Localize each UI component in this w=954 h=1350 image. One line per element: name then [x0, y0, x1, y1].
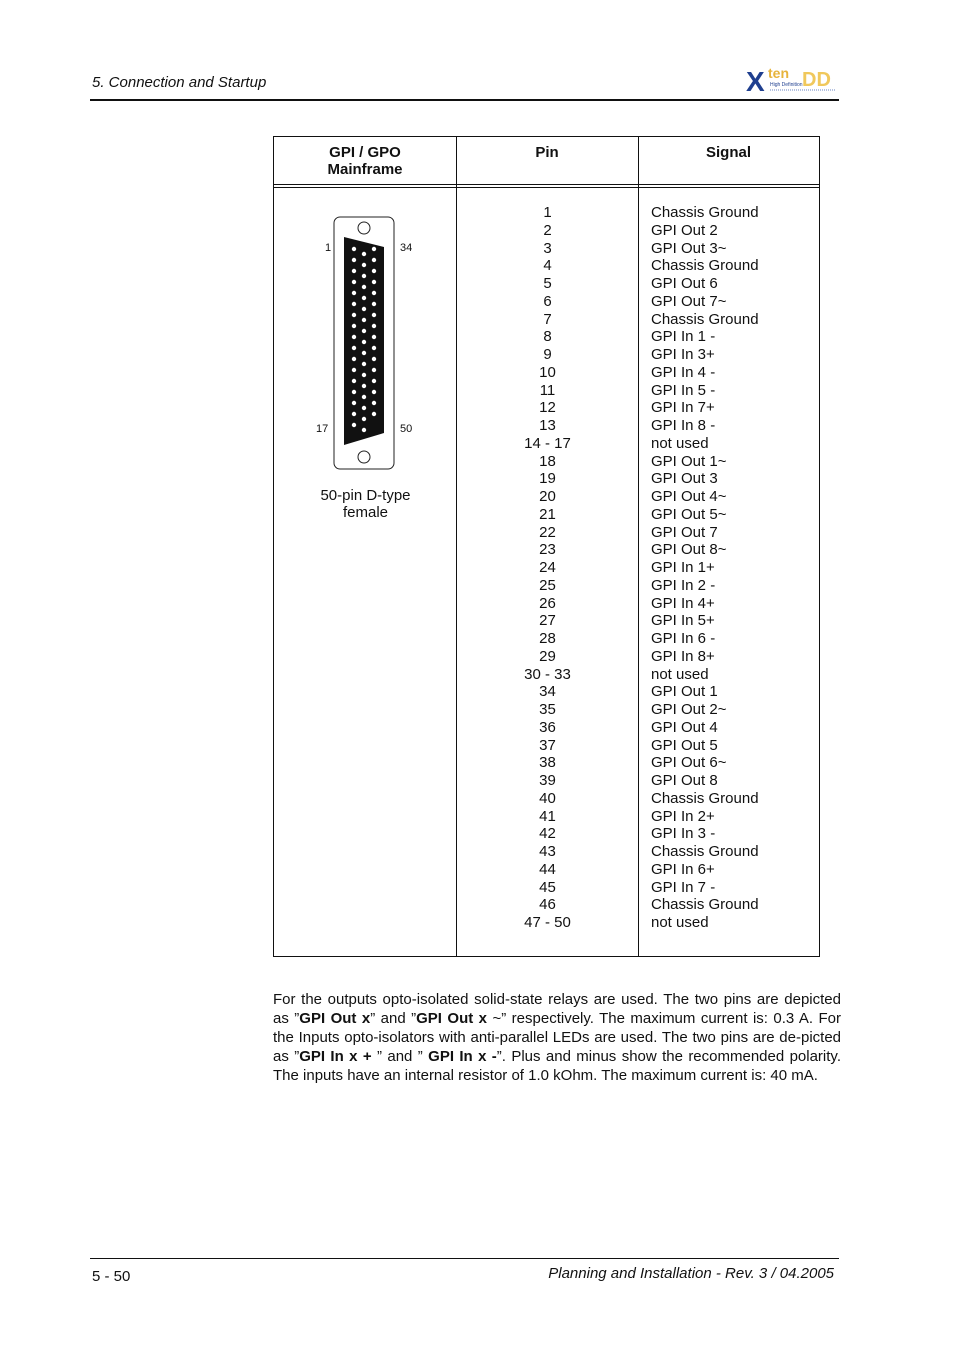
pin-number: 25: [539, 576, 556, 594]
pin-number: 34: [539, 683, 556, 701]
signal-name: GPI In 8+: [651, 647, 715, 665]
pin-number: 19: [539, 470, 556, 488]
signal-name: GPI Out 2~: [651, 701, 727, 718]
signal-name: Chassis Ground: [651, 257, 759, 275]
connector-pin-dot: [352, 269, 356, 273]
pin-label-bottom-right: 50: [400, 423, 413, 435]
connector-pin-dot: [362, 263, 366, 267]
connector-pin-dot: [352, 324, 356, 328]
signal-name: Chassis Ground: [651, 789, 759, 807]
connector-pin-dot: [352, 401, 356, 405]
signal-name: GPI Out 7: [651, 523, 718, 541]
pin-number: 40: [539, 789, 556, 807]
pin-number: 41: [539, 807, 556, 825]
connector-pin-dot: [362, 373, 366, 377]
footer-rule: [90, 1258, 839, 1259]
connector-pin-dot: [352, 390, 356, 394]
signal-name: GPI In 2+: [651, 807, 715, 825]
signal-name: GPI Out 1~: [651, 452, 727, 470]
signal-name: GPI In 3+: [651, 346, 715, 363]
signal-name: GPI In 7+: [651, 399, 715, 417]
signal-name: GPI Out 4: [651, 718, 718, 736]
signal-name: GPI Out 8~: [651, 541, 727, 559]
pin-number: 29: [539, 647, 556, 665]
connector-pin-dot: [352, 379, 356, 383]
connector-pin-dot: [372, 335, 376, 339]
connector-pin-dot: [362, 285, 366, 289]
signal-name: not used: [651, 914, 709, 931]
pin-number: 1: [543, 204, 552, 221]
svg-text:DD: DD: [802, 69, 831, 91]
signal-name: GPI Out 3~: [651, 239, 727, 257]
signal-name: GPI In 4 -: [651, 363, 716, 381]
pin-number: 5: [543, 275, 552, 292]
signal-name: GPI Out 3: [651, 470, 718, 488]
pin-number: 13: [539, 417, 556, 434]
pin-number: 9: [543, 346, 552, 363]
connector-pin-dot: [352, 291, 356, 295]
signal-name: not used: [651, 665, 709, 683]
pin-number: 20: [539, 488, 556, 505]
connector-pin-dot: [372, 280, 376, 284]
connector-pin-dot: [362, 351, 366, 355]
header-signal: Signal: [705, 144, 751, 161]
signal-column: [651, 204, 819, 932]
pin-number: 4: [543, 257, 552, 275]
header-divider: [274, 187, 819, 188]
pin-number: 42: [539, 825, 556, 843]
connector-pin-dot: [352, 368, 356, 372]
signal-name: GPI In 2 -: [651, 576, 716, 594]
pin-number: 36: [539, 718, 556, 736]
pin-number: 47 - 50: [524, 914, 571, 931]
signal-name: GPI In 5+: [651, 612, 715, 630]
signal-name: GPI Out 6: [651, 275, 718, 292]
pin-number: 3: [543, 239, 552, 257]
pin-number: 45: [539, 878, 556, 896]
pin-assignment-table: [273, 136, 820, 957]
connector-caption: 50-pin D-type female: [320, 487, 411, 521]
signal-name: GPI In 1+: [651, 559, 715, 576]
pin-label-bottom-left: 17: [316, 423, 329, 435]
connector-pin-dot: [352, 247, 356, 251]
pin-number: 2: [543, 221, 552, 239]
header-section-title: 5. Connection and Startup: [92, 74, 267, 91]
pin-label-top-right: 34: [400, 242, 413, 254]
signal-name: GPI In 8 -: [651, 417, 716, 434]
connector-pin-dot: [362, 329, 366, 333]
pin-number: 24: [539, 559, 556, 576]
connector-pin-dot: [352, 346, 356, 350]
connector-pin-dot: [362, 307, 366, 311]
connector-pin-dot: [372, 302, 376, 306]
signal-name: GPI Out 8: [651, 772, 718, 789]
connector-pin-dot: [372, 379, 376, 383]
signal-name: GPI Out 2: [651, 221, 718, 239]
connector-pin-dot: [372, 357, 376, 361]
description-paragraph: For the outputs opto-isolated solid-state relays are used. The two pins are depicted as ”GPI Out x” and ”GPI Out x ~” respectively. The maximum current is: 0.3 A. For the Inputs opto-isolators with anti-parallel LEDs are used. The two pins are de-picted as ”GPI In x + ” and ” GPI In x -”. Plus and minus show the recommended polarity. The inputs have an internal resistor of 1.0 kOhm. The maximum current is: 40 mA.: [273, 991, 842, 1084]
pin-number: 35: [539, 701, 556, 718]
signal-name: GPI In 6+: [651, 860, 715, 878]
pin-number: 22: [539, 523, 556, 541]
connector-pin-dot: [352, 258, 356, 262]
signal-name: GPI Out 5: [651, 736, 718, 754]
pin-number: 8: [543, 328, 552, 346]
pin-number: 6: [543, 292, 552, 310]
connector-pin-dot: [362, 395, 366, 399]
connector-pin-dot: [362, 428, 366, 432]
svg-text:X: X: [746, 66, 765, 94]
connector-pin-dot: [362, 417, 366, 421]
footer-title: Planning and Installation - Rev. 3 / 04.2005: [548, 1265, 834, 1282]
connector-pin-dot: [372, 291, 376, 295]
connector-pin-dot: [372, 390, 376, 394]
connector-pin-dot: [372, 412, 376, 416]
connector-pin-dot: [352, 357, 356, 361]
pin-number: 7: [543, 310, 552, 328]
pin-number: 43: [539, 843, 556, 860]
pin-label-top-left: 1: [325, 242, 332, 254]
company-logo: [744, 64, 838, 94]
pin-number: 44: [539, 860, 556, 878]
connector-pin-dot: [372, 269, 376, 273]
pin-number: 26: [539, 594, 556, 612]
header-rule: [90, 99, 839, 101]
connector-pin-dot: [352, 280, 356, 284]
header-divider: [274, 184, 819, 185]
pin-number: 46: [539, 896, 556, 914]
connector-pin-dot: [372, 346, 376, 350]
signal-name: Chassis Ground: [651, 843, 759, 860]
connector-pin-dot: [362, 384, 366, 388]
signal-name: GPI Out 4~: [651, 488, 727, 505]
connector-pin-dot: [352, 313, 356, 317]
pin-number: 37: [539, 736, 556, 754]
pin-number: 23: [539, 541, 556, 559]
pin-number: 18: [539, 452, 556, 470]
pin-number: 14 - 17: [524, 434, 571, 452]
signal-name: Chassis Ground: [651, 204, 759, 221]
connector-pin-dot: [352, 302, 356, 306]
connector-pin-dot: [372, 324, 376, 328]
pin-number: 21: [539, 505, 556, 523]
connector-pin-dot: [372, 368, 376, 372]
connector-pin-dot: [352, 335, 356, 339]
signal-name: GPI In 7 -: [651, 878, 716, 896]
signal-name: GPI Out 7~: [651, 292, 727, 310]
signal-name: GPI Out 5~: [651, 505, 727, 523]
pin-number: 28: [539, 630, 556, 647]
connector-pin-dot: [372, 401, 376, 405]
pin-number: 10: [539, 363, 556, 381]
pin-number: 11: [539, 381, 556, 399]
signal-name: Chassis Ground: [651, 310, 759, 328]
pin-number: 12: [539, 399, 556, 417]
connector-pin-dot: [362, 252, 366, 256]
pin-number: 38: [539, 754, 556, 772]
connector-pin-dot: [362, 296, 366, 300]
column-divider: [638, 137, 639, 956]
pin-number: 30 - 33: [524, 665, 571, 683]
connector-pin-dot: [352, 423, 356, 427]
page-number: 5 - 50: [92, 1268, 131, 1285]
svg-text:High Definition: High Definition: [770, 82, 803, 88]
header-mainframe: GPI / GPO Mainframe: [327, 144, 403, 178]
signal-name: GPI In 6 -: [651, 630, 716, 647]
connector-pin-dot: [362, 406, 366, 410]
connector-pin-dot: [362, 362, 366, 366]
svg-text:ten: ten: [768, 65, 789, 81]
connector-pin-dot: [352, 412, 356, 416]
signal-name: Chassis Ground: [651, 896, 759, 914]
signal-name: GPI In 4+: [651, 594, 715, 612]
connector-pin-dot: [362, 274, 366, 278]
connector-pin-dot: [372, 313, 376, 317]
connector-pin-dot: [362, 340, 366, 344]
pin-number: 27: [539, 612, 556, 630]
header-pin: Pin: [535, 144, 559, 161]
signal-name: GPI In 5 -: [651, 381, 716, 399]
connector-pin-dot: [372, 247, 376, 251]
signal-name: GPI In 3 -: [651, 825, 716, 843]
signal-name: not used: [651, 434, 709, 452]
connector-pin-dot: [372, 258, 376, 262]
signal-name: GPI Out 1: [651, 683, 718, 701]
pin-number: 39: [539, 772, 556, 789]
pin-column: [457, 204, 638, 932]
connector-pin-dot: [362, 318, 366, 322]
signal-name: GPI Out 6~: [651, 754, 727, 772]
signal-name: GPI In 1 -: [651, 328, 716, 346]
